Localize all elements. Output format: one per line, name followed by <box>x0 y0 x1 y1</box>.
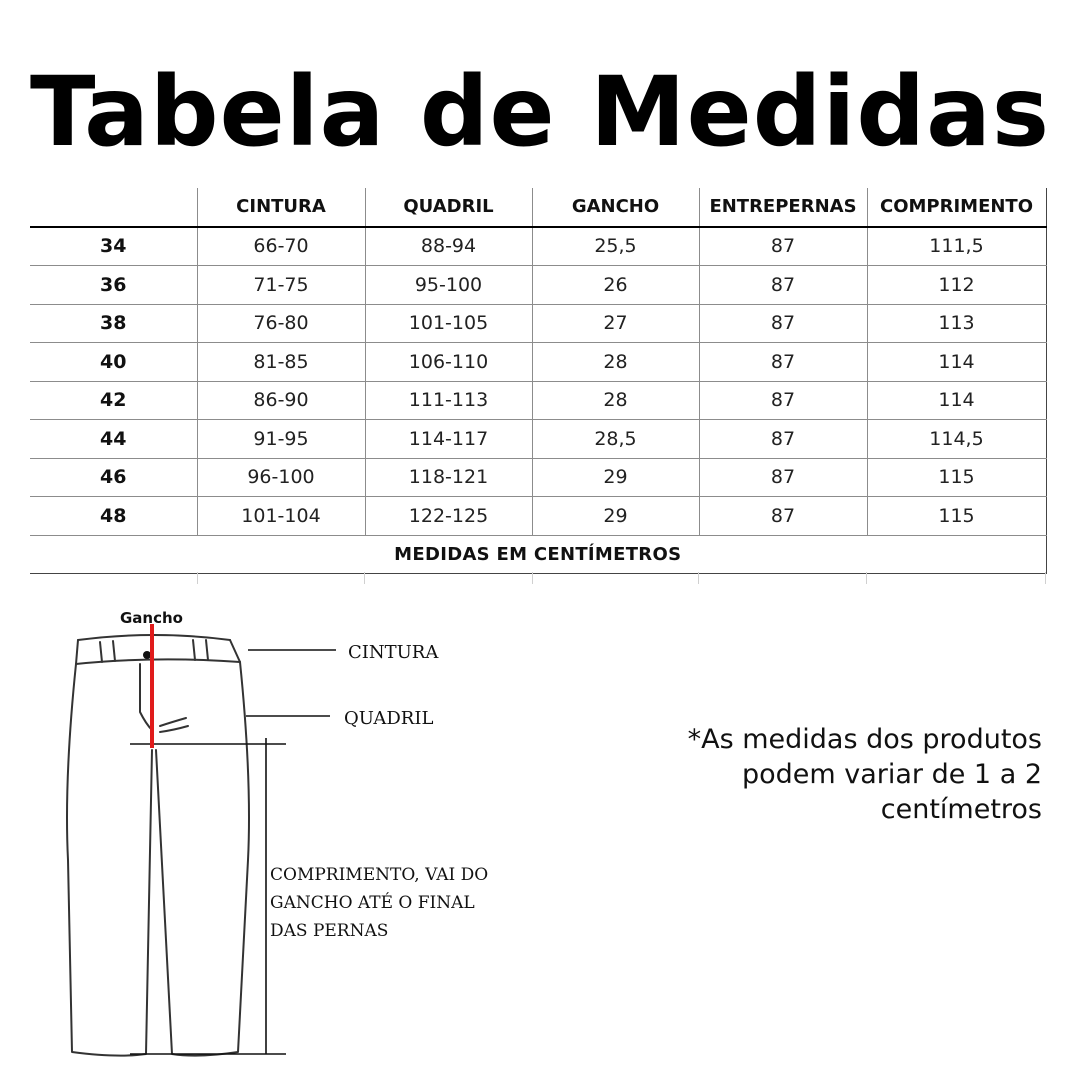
gancho-cell: 29 <box>532 458 699 497</box>
size-cell: 48 <box>30 497 197 536</box>
size-cell: 40 <box>30 343 197 382</box>
size-cell: 46 <box>30 458 197 497</box>
grid-line <box>197 572 198 584</box>
note-line: podem variar de 1 a 2 <box>741 759 1042 790</box>
gancho-cell: 27 <box>532 304 699 343</box>
units-footer: MEDIDAS EM CENTÍMETROS <box>30 535 1046 574</box>
size-cell: 42 <box>30 381 197 420</box>
cintura-label: CINTURA <box>348 642 439 663</box>
size-cell: 34 <box>30 227 197 266</box>
comprimento-cell: 115 <box>867 497 1046 536</box>
table-row <box>30 304 1046 343</box>
gancho-cell: 25,5 <box>532 227 699 266</box>
comprimento-cell: 115 <box>867 458 1046 497</box>
grid-line <box>866 572 867 584</box>
header-cell-quadril: QUADRIL <box>365 188 532 227</box>
entrepernas-cell: 87 <box>699 497 867 536</box>
comprimento-label-line: COMPRIMENTO, VAI DO <box>270 865 489 885</box>
entrepernas-cell: 87 <box>699 266 867 305</box>
header-cell-entrepernas: ENTREPERNAS <box>699 188 867 227</box>
entrepernas-cell: 87 <box>699 420 867 459</box>
table-row <box>30 497 1046 536</box>
cintura-cell: 96-100 <box>197 458 365 497</box>
quadril-cell: 122-125 <box>365 497 532 536</box>
comprimento-label <box>270 865 494 941</box>
table-header-row <box>30 188 1046 227</box>
grid-line <box>364 572 365 584</box>
note-line: *As medidas dos produtos <box>687 724 1042 755</box>
size-cell: 36 <box>30 266 197 305</box>
header-cell-comprimento: COMPRIMENTO <box>867 188 1046 227</box>
header-cell-cintura: CINTURA <box>197 188 365 227</box>
measurement-note <box>622 722 1042 827</box>
table-row <box>30 227 1046 266</box>
table-footer-row <box>30 535 1046 574</box>
table-row <box>30 420 1046 459</box>
entrepernas-cell: 87 <box>699 381 867 420</box>
cintura-cell: 81-85 <box>197 343 365 382</box>
button-icon <box>143 651 151 659</box>
quadril-cell: 106-110 <box>365 343 532 382</box>
quadril-cell: 101-105 <box>365 304 532 343</box>
entrepernas-cell: 87 <box>699 343 867 382</box>
note-line: centímetros <box>880 794 1042 825</box>
table-row <box>30 458 1046 497</box>
cintura-cell: 86-90 <box>197 381 365 420</box>
gancho-cell: 29 <box>532 497 699 536</box>
gancho-cell: 28,5 <box>532 420 699 459</box>
table-row <box>30 266 1046 305</box>
size-table <box>30 188 1047 574</box>
comprimento-cell: 111,5 <box>867 227 1046 266</box>
comprimento-label-line: GANCHO ATÉ O FINAL <box>270 893 475 913</box>
comprimento-cell: 114 <box>867 343 1046 382</box>
comprimento-label-line: DAS PERNAS <box>270 921 389 941</box>
cintura-cell: 91-95 <box>197 420 365 459</box>
quadril-cell: 111-113 <box>365 381 532 420</box>
gancho-label: Gancho <box>120 609 183 627</box>
size-cell: 38 <box>30 304 197 343</box>
quadril-label: QUADRIL <box>344 708 434 729</box>
header-cell-gancho: GANCHO <box>532 188 699 227</box>
entrepernas-cell: 87 <box>699 304 867 343</box>
quadril-cell: 88-94 <box>365 227 532 266</box>
comprimento-cell: 112 <box>867 266 1046 305</box>
page-title: Tabela de Medidas <box>30 56 1050 168</box>
gancho-cell: 26 <box>532 266 699 305</box>
quadril-cell: 95-100 <box>365 266 532 305</box>
cintura-cell: 71-75 <box>197 266 365 305</box>
quadril-cell: 118-121 <box>365 458 532 497</box>
grid-line <box>1045 572 1046 584</box>
entrepernas-cell: 87 <box>699 227 867 266</box>
cintura-cell: 101-104 <box>197 497 365 536</box>
cintura-cell: 66-70 <box>197 227 365 266</box>
pants-drawing <box>67 635 249 1056</box>
comprimento-cell: 114 <box>867 381 1046 420</box>
header-cell-size <box>30 188 197 227</box>
comprimento-cell: 113 <box>867 304 1046 343</box>
gancho-cell: 28 <box>532 381 699 420</box>
grid-line <box>532 572 533 584</box>
pants-measurement-diagram <box>0 600 560 1080</box>
table-row <box>30 343 1046 382</box>
gancho-cell: 28 <box>532 343 699 382</box>
entrepernas-cell: 87 <box>699 458 867 497</box>
comprimento-cell: 114,5 <box>867 420 1046 459</box>
table-row <box>30 381 1046 420</box>
grid-line <box>698 572 699 584</box>
size-cell: 44 <box>30 420 197 459</box>
cintura-cell: 76-80 <box>197 304 365 343</box>
quadril-cell: 114-117 <box>365 420 532 459</box>
